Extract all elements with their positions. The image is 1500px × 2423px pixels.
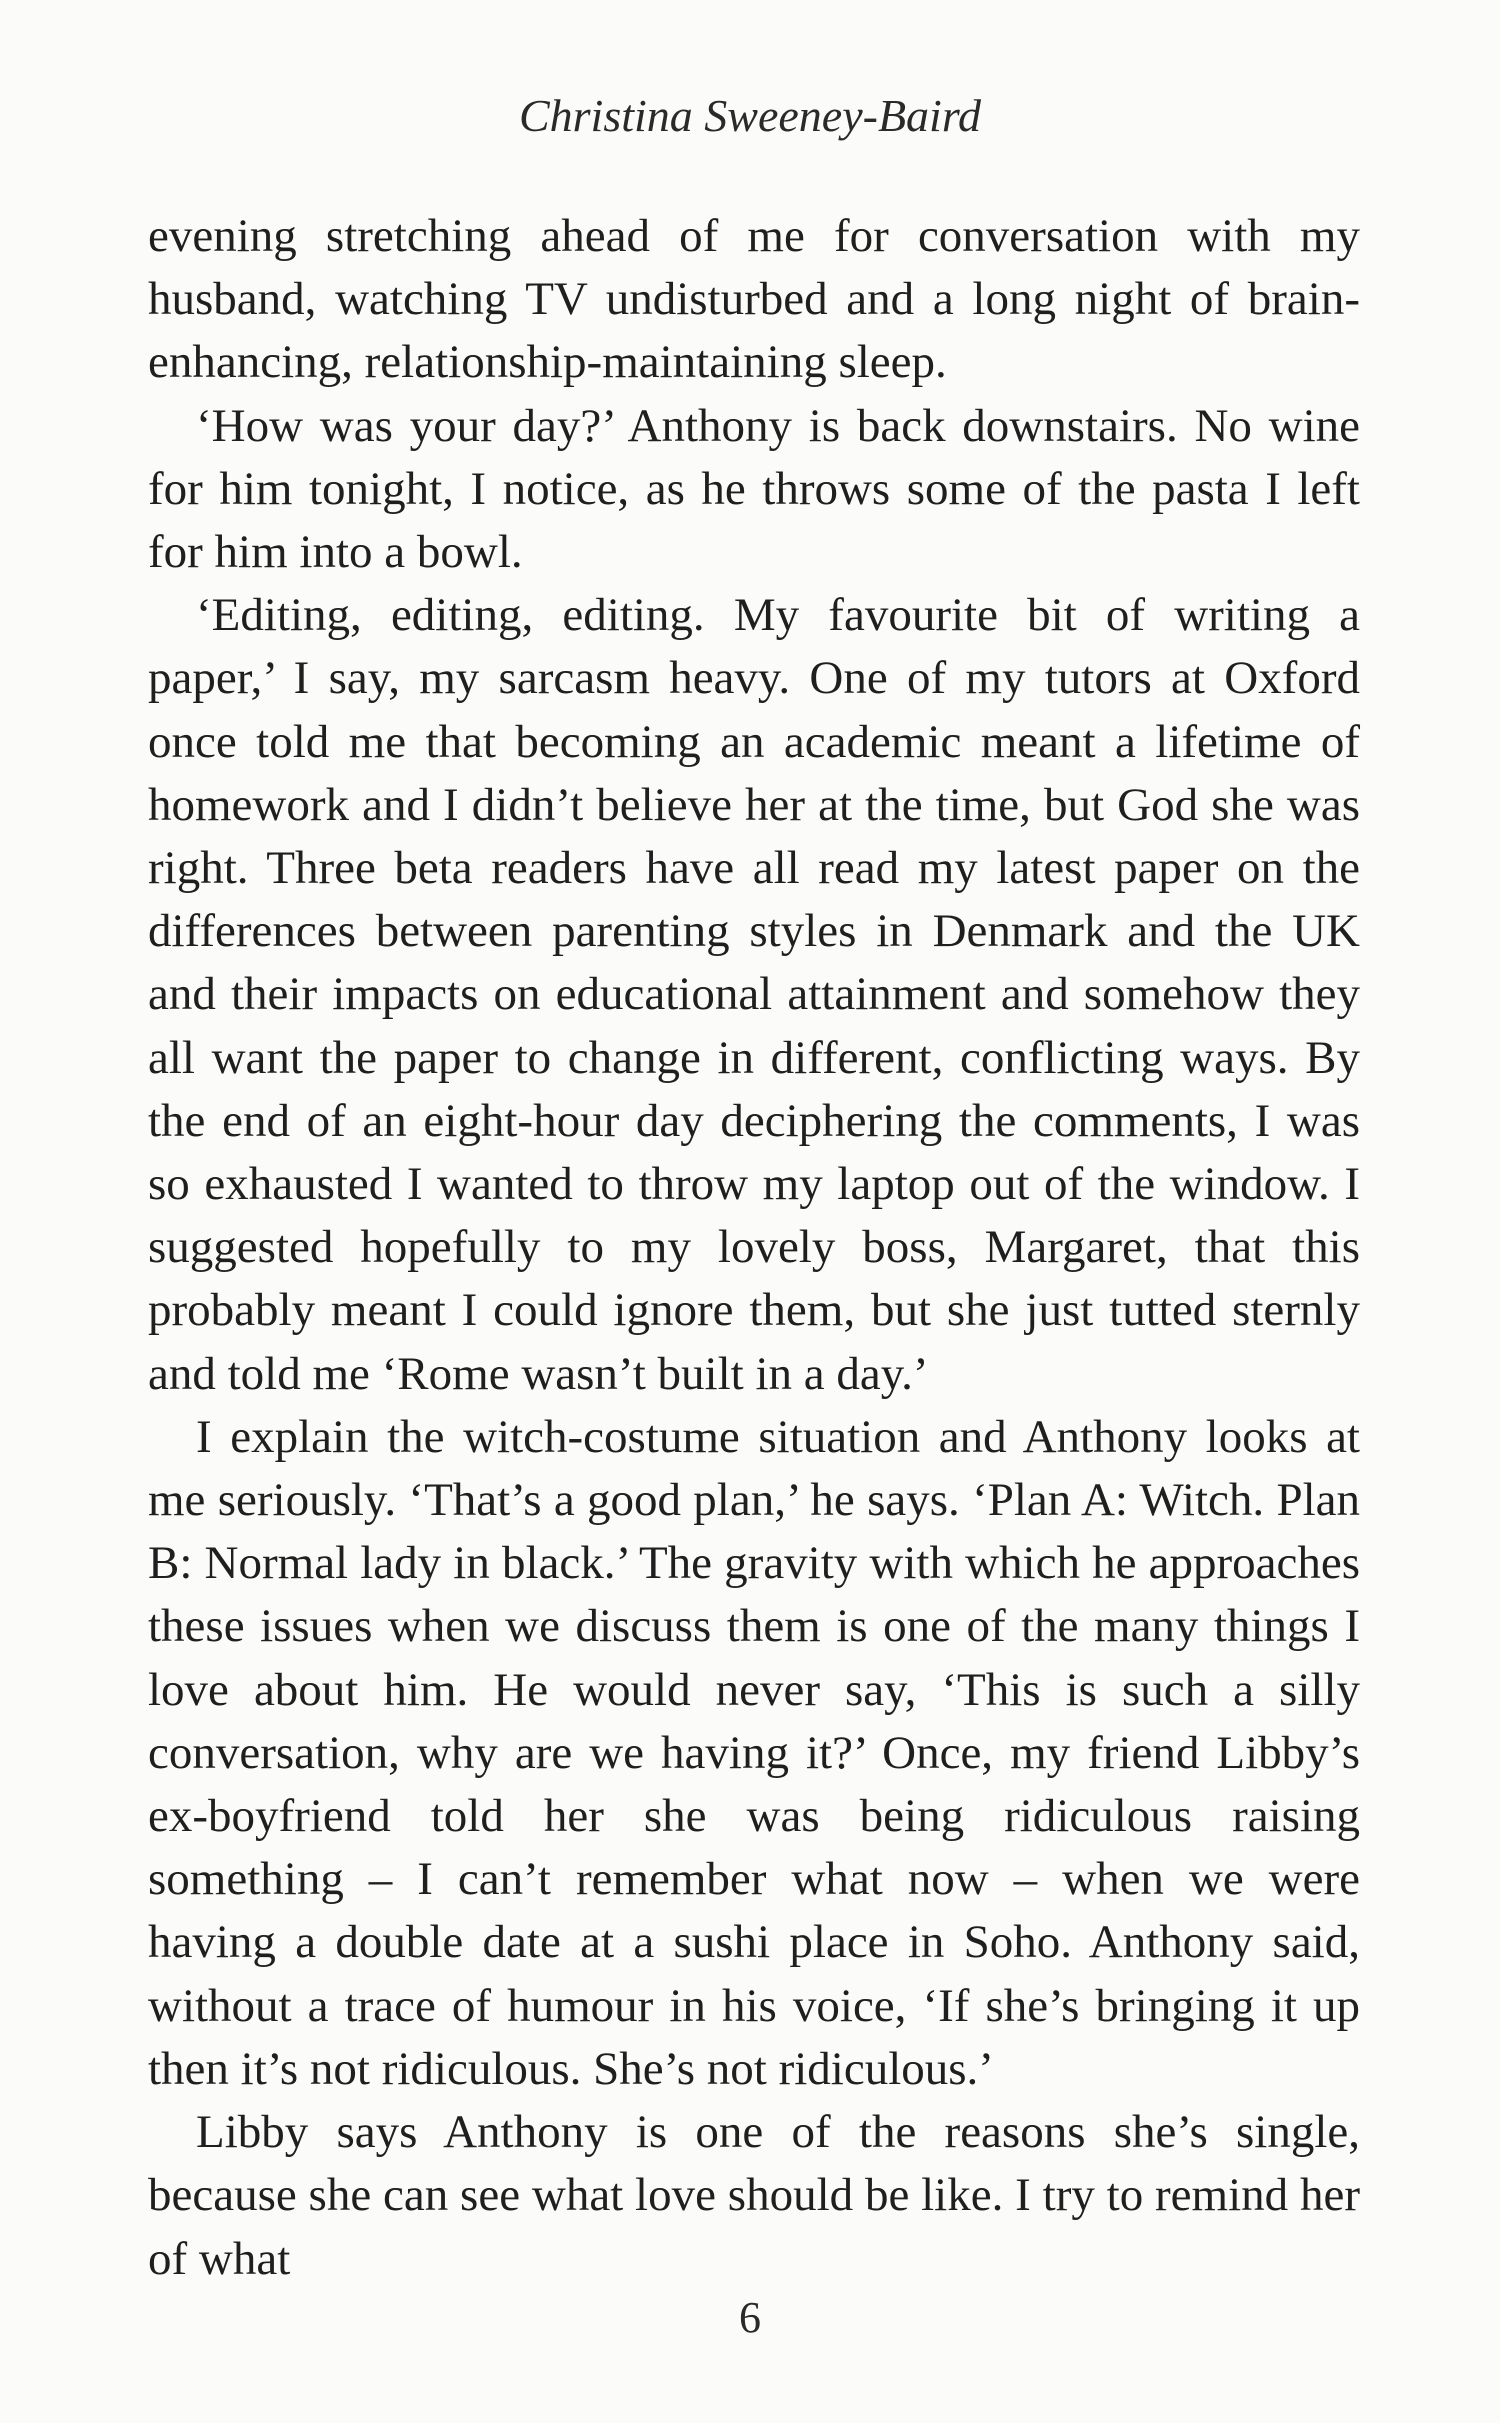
- paragraph-2: ‘How was your day?’ Anthony is back downstairs. No wine for him tonight, I notice, as he throws some of the pasta I left for him into a bowl.: [148, 399, 1360, 579]
- body-text: [148, 205, 1360, 2291]
- paragraph-4: I explain the witch-costume situation and Anthony looks at me seriously. ‘That’s a good plan,’ he says. ‘Plan A: Witch. Plan B: Normal lady in black.’ The gravity with which he approaches these issues when we discuss them is one of the many things I love about him. He would never say, ‘This is such a silly conversation, why are we having it?’ Once, my friend Libby’s ex-boyfriend told her she was being ridiculous raising something – I can’t remember what now – when we were having a double date at a sushi place in Soho. Anthony said, without a trace of humour in his voice, ‘If she’s bringing it up then it’s not ridiculous. She’s not ridiculous.’: [148, 1410, 1360, 2095]
- paragraph-1: evening stretching ahead of me for conversation with my husband, watching TV undisturbed and a long night of brain-enhancing, relationship-maintaining sleep.: [148, 210, 1360, 389]
- page-number: 6: [739, 2293, 761, 2342]
- running-head-author: Christina Sweeney-Baird: [518, 90, 982, 141]
- paragraph-3: ‘Editing, editing, editing. My favourite bit of writing a paper,’ I say, my sarcasm heavy. One of my tutors at Oxford once told me that becoming an academic meant a lifetime of homework and I didn’t believe her at the time, but God she was right. Three beta readers have all read my latest paper on the differences between parenting styles in Denmark and the UK and their impacts on educational attainment and somehow they all want the paper to change in different, conflicting ways. By the end of an eight-hour day deciphering the comments, I was so exhausted I wanted to throw my laptop out of the window. I suggested hopefully to my lovely boss, Margaret, that this probably meant I could ignore them, but she just tutted sternly and told me ‘Rome wasn’t built in a day.’: [148, 589, 1360, 1400]
- paragraph-5: Libby says Anthony is one of the reasons she’s single, because she can see what love should be like. I try to remind her of what: [148, 2106, 1360, 2285]
